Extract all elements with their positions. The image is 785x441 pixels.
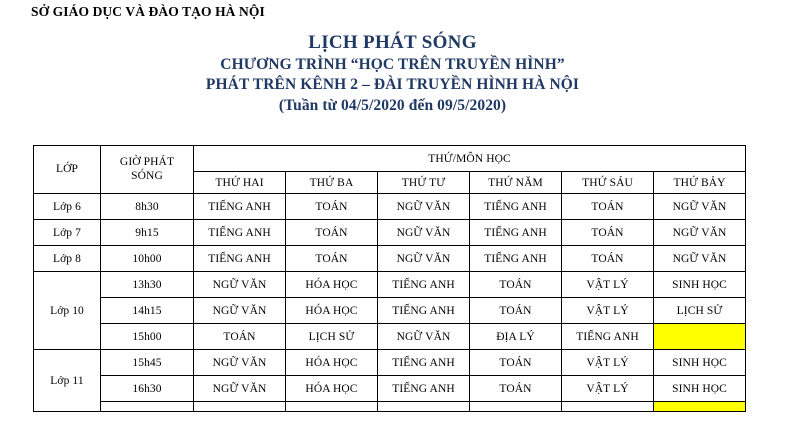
table-header xyxy=(34,146,746,194)
cell-class-label: Lớp 10 xyxy=(34,272,101,350)
cell-subject: TIẾNG ANH xyxy=(378,298,470,324)
header-day-wednesday: THỨ TƯ xyxy=(378,172,470,194)
cell-subject: VẬT LÝ xyxy=(562,272,654,298)
channel-subtitle: PHÁT TRÊN KÊNH 2 – ĐÀI TRUYỀN HÌNH HÀ NỘI xyxy=(205,75,580,93)
schedule-table-wrapper xyxy=(33,145,745,412)
cell-subject: NGỮ VĂN xyxy=(378,194,470,220)
organization-header: SỞ GIÁO DỤC VÀ ĐÀO TẠO HÀ NỘI xyxy=(31,4,265,19)
cell-subject: TIẾNG ANH xyxy=(194,220,286,246)
cell-subject: TIẾNG ANH xyxy=(194,194,286,220)
cell-subject: TOÁN xyxy=(286,246,378,272)
cell-subject-highlighted xyxy=(654,324,746,350)
table-row xyxy=(34,350,746,376)
header-day-friday: THỨ SÁU xyxy=(562,172,654,194)
cell-subject: LỊCH SỬ xyxy=(654,298,746,324)
cell-subject: TOÁN xyxy=(286,194,378,220)
cell-broadcast-time: 10h00 xyxy=(101,246,194,272)
table-row xyxy=(34,324,746,350)
cell-subject xyxy=(378,402,470,412)
cell-broadcast-time: 16h30 xyxy=(101,376,194,402)
header-day-monday: THỨ HAI xyxy=(194,172,286,194)
cell-subject: NGỮ VĂN xyxy=(378,324,470,350)
cell-subject: TOÁN xyxy=(470,376,562,402)
cell-subject: HÓA HỌC xyxy=(286,350,378,376)
schedule-table xyxy=(33,145,746,412)
cell-subject-highlighted xyxy=(654,402,746,412)
table-row xyxy=(34,298,746,324)
page-title: LỊCH PHÁT SÓNG xyxy=(308,32,477,53)
cell-class-label: Lớp 11 xyxy=(34,350,101,412)
table-row xyxy=(34,272,746,298)
cell-subject: TOÁN xyxy=(470,350,562,376)
cell-subject: TIẾNG ANH xyxy=(562,324,654,350)
cell-class-label: Lớp 7 xyxy=(34,220,101,246)
cell-class-label: Lớp 8 xyxy=(34,246,101,272)
cell-subject: SINH HỌC xyxy=(654,272,746,298)
cell-subject: TOÁN xyxy=(470,272,562,298)
cell-subject: TIẾNG ANH xyxy=(470,220,562,246)
table-row xyxy=(34,194,746,220)
cell-broadcast-time: 15h45 xyxy=(101,350,194,376)
table-body xyxy=(34,194,746,412)
cell-subject: HÓA HỌC xyxy=(286,272,378,298)
header-time-column xyxy=(101,146,194,194)
cell-subject: TIẾNG ANH xyxy=(194,246,286,272)
cell-subject: NGỮ VĂN xyxy=(654,194,746,220)
cell-broadcast-time: 9h15 xyxy=(101,220,194,246)
cell-broadcast-time: 8h30 xyxy=(101,194,194,220)
cell-subject: NGỮ VĂN xyxy=(194,350,286,376)
cell-broadcast-time xyxy=(101,402,194,412)
cell-subject xyxy=(286,402,378,412)
header-day-thursday: THỨ NĂM xyxy=(470,172,562,194)
cell-subject: NGỮ VĂN xyxy=(194,298,286,324)
cell-subject xyxy=(194,402,286,412)
cell-class-label: Lớp 6 xyxy=(34,194,101,220)
cell-subject: VẬT LÝ xyxy=(562,376,654,402)
header-time-line2: SÓNG xyxy=(131,169,163,182)
cell-subject: NGỮ VĂN xyxy=(654,246,746,272)
header-day-tuesday: THỨ BA xyxy=(286,172,378,194)
header-time-line1: GIỜ PHÁT xyxy=(119,156,175,169)
cell-subject: TOÁN xyxy=(470,298,562,324)
cell-broadcast-time: 15h00 xyxy=(101,324,194,350)
cell-subject: TOÁN xyxy=(286,220,378,246)
cell-subject: LỊCH SỬ xyxy=(286,324,378,350)
cell-subject xyxy=(470,402,562,412)
table-row xyxy=(34,220,746,246)
table-row xyxy=(34,376,746,402)
title-block xyxy=(0,32,785,117)
cell-subject: VẬT LÝ xyxy=(562,298,654,324)
cell-subject: TOÁN xyxy=(562,246,654,272)
cell-subject: TOÁN xyxy=(562,194,654,220)
header-class-column: LỚP xyxy=(34,146,101,194)
cell-subject: TOÁN xyxy=(562,220,654,246)
week-range: (Tuần từ 04/5/2020 đến 09/5/2020) xyxy=(278,97,507,115)
cell-broadcast-time: 14h15 xyxy=(101,298,194,324)
cell-subject: TIẾNG ANH xyxy=(378,350,470,376)
header-day-saturday: THỨ BẢY xyxy=(654,172,746,194)
cell-subject: VẬT LÝ xyxy=(562,350,654,376)
header-days-group: THỨ/MÔN HỌC xyxy=(194,146,746,172)
cell-subject: SINH HỌC xyxy=(654,376,746,402)
table-row xyxy=(34,402,746,412)
cell-broadcast-time: 13h30 xyxy=(101,272,194,298)
cell-subject: NGỮ VĂN xyxy=(194,376,286,402)
cell-subject: ĐỊA LÝ xyxy=(470,324,562,350)
header-row-top xyxy=(34,146,746,172)
cell-subject: SINH HỌC xyxy=(654,350,746,376)
cell-subject: NGỮ VĂN xyxy=(654,220,746,246)
cell-subject: HÓA HỌC xyxy=(286,298,378,324)
table-row xyxy=(34,246,746,272)
cell-subject: TIẾNG ANH xyxy=(470,246,562,272)
cell-subject: NGỮ VĂN xyxy=(378,220,470,246)
cell-subject: NGỮ VĂN xyxy=(378,246,470,272)
cell-subject: TIẾNG ANH xyxy=(470,194,562,220)
cell-subject: TOÁN xyxy=(194,324,286,350)
cell-subject: TIẾNG ANH xyxy=(378,376,470,402)
cell-subject: NGỮ VĂN xyxy=(194,272,286,298)
program-subtitle: CHƯƠNG TRÌNH “HỌC TRÊN TRUYỀN HÌNH” xyxy=(220,55,565,73)
cell-subject: TIẾNG ANH xyxy=(378,272,470,298)
cell-subject xyxy=(562,402,654,412)
cell-subject: HÓA HỌC xyxy=(286,376,378,402)
